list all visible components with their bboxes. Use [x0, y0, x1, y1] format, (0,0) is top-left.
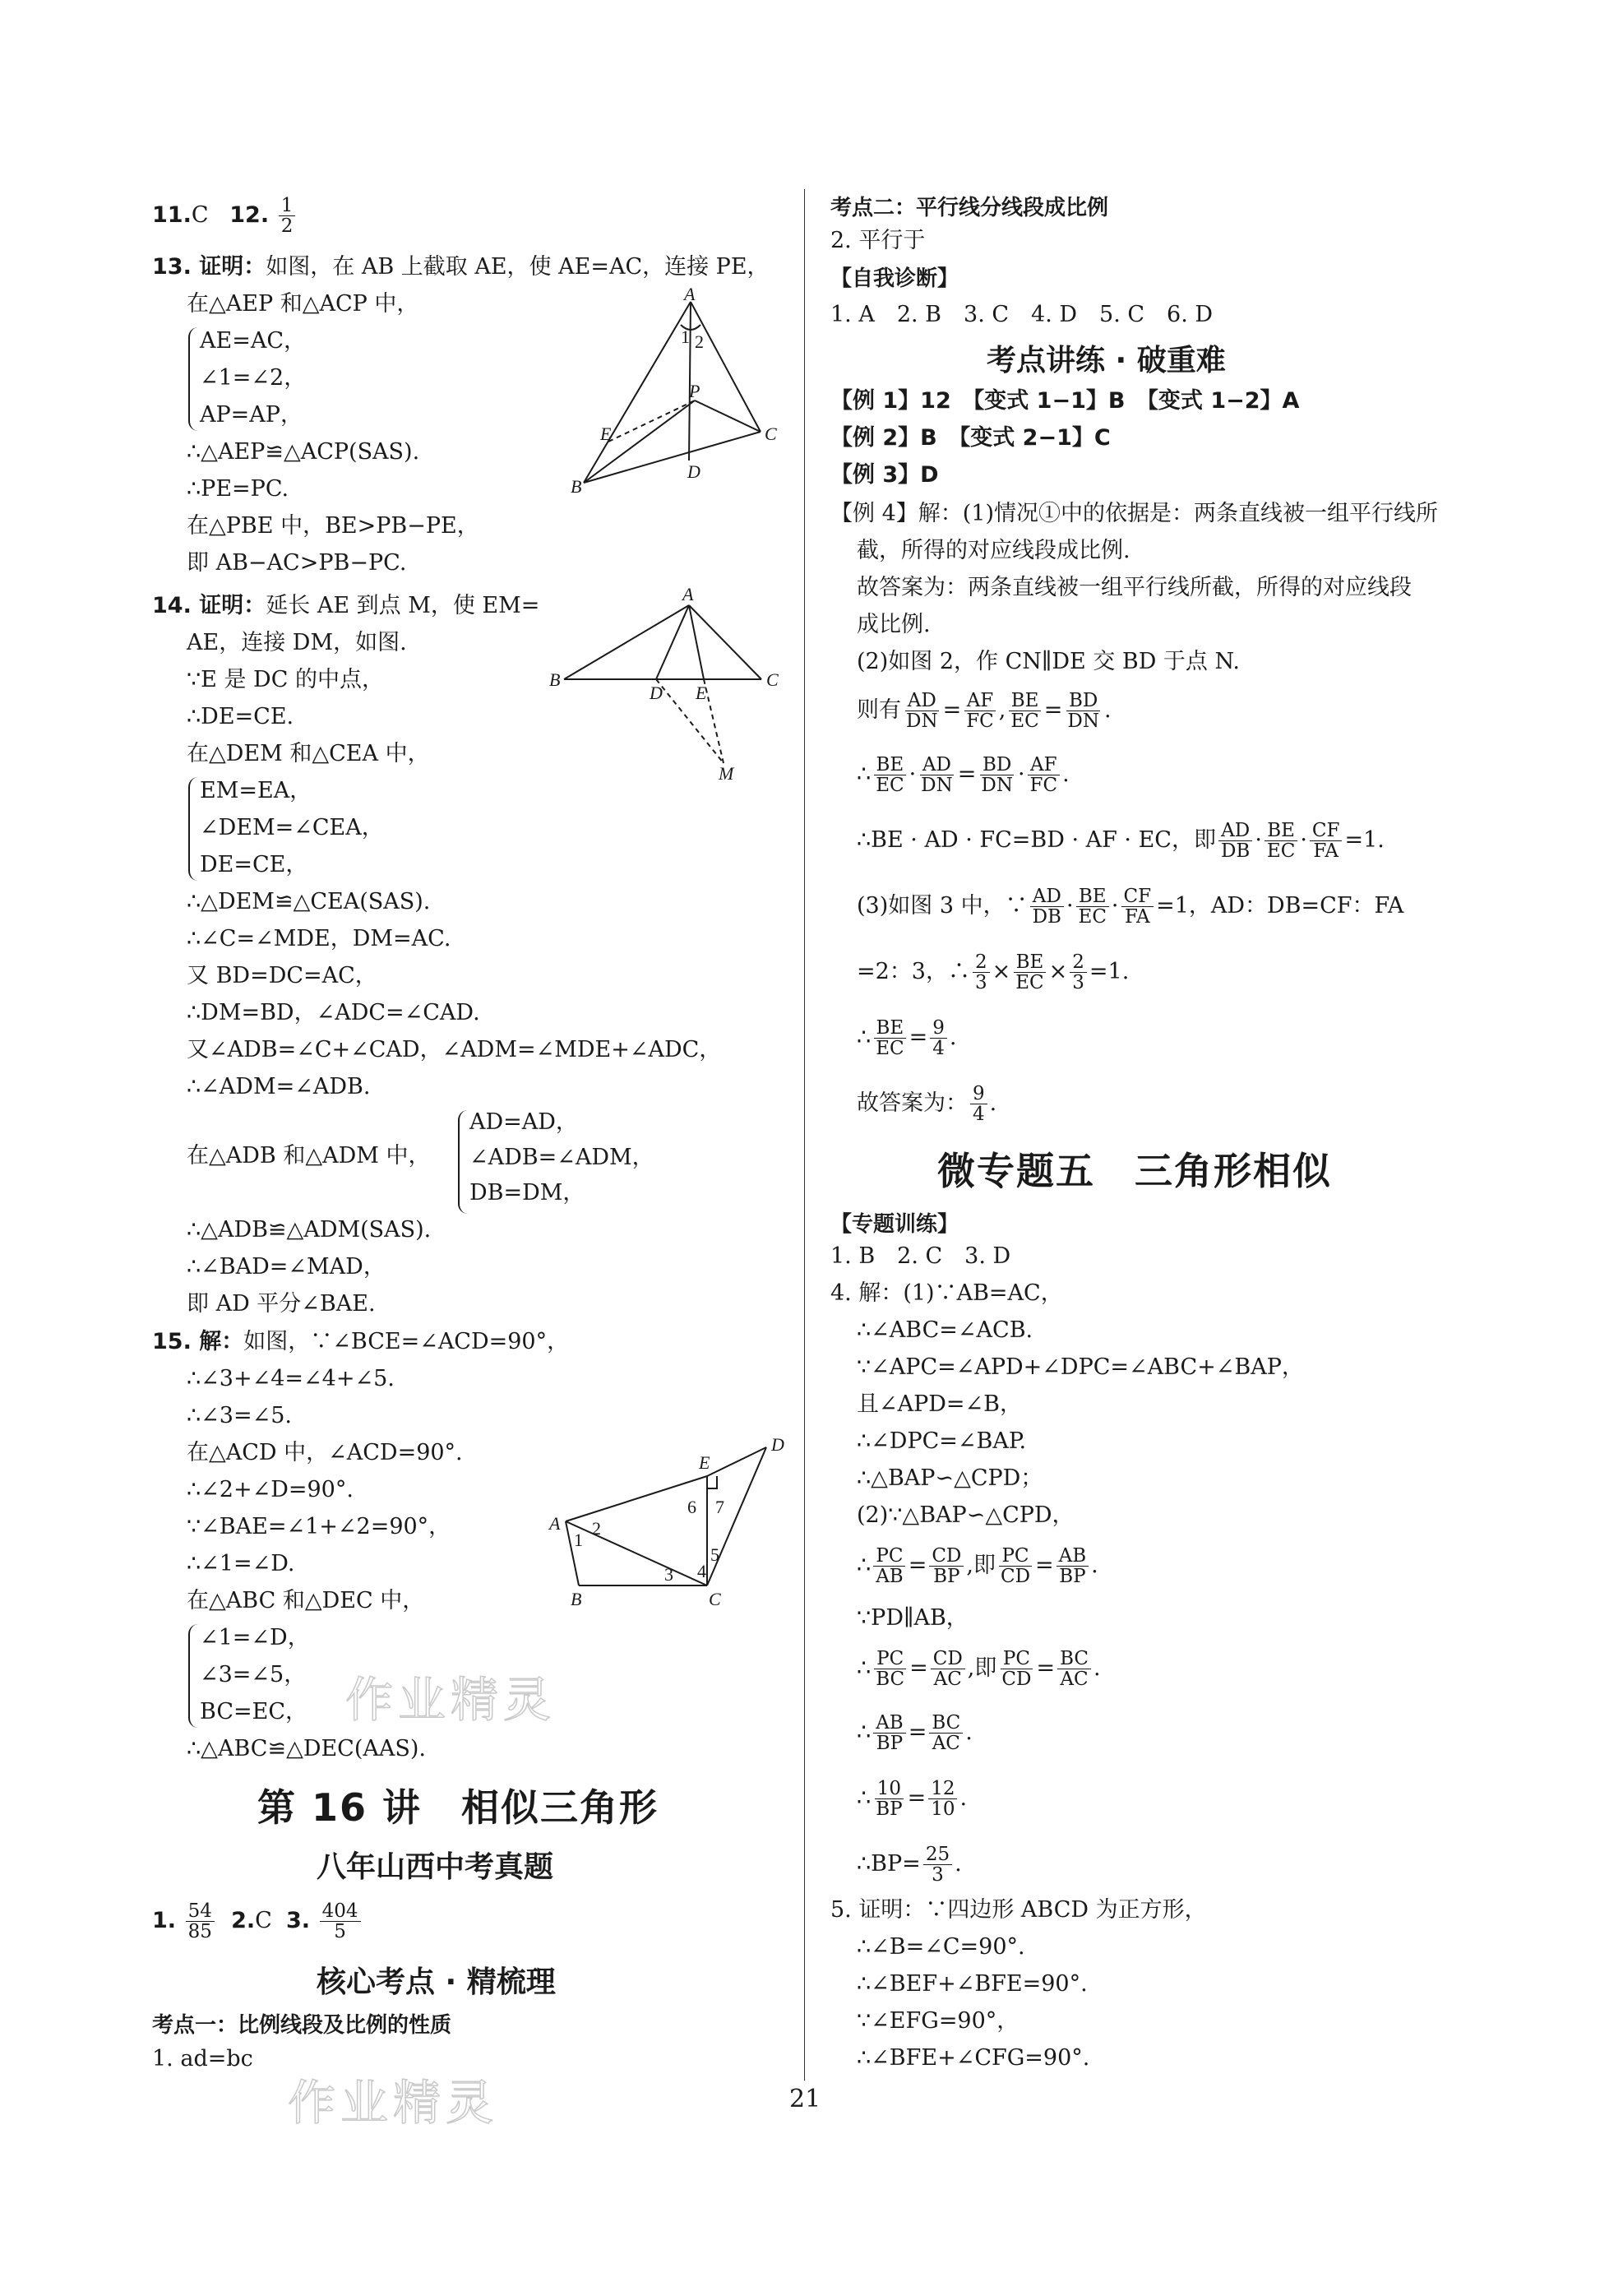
svg-text:B: B: [571, 1589, 582, 1609]
fraction: $\frac{404}{5}$: [320, 1901, 361, 1942]
q13-cond-1: AE=AC，: [200, 328, 306, 354]
q4-line-13: ∴BP= $\frac{25}{3}$ .: [857, 1844, 962, 1886]
training-heading: 【专题训练】: [830, 1212, 959, 1237]
svg-text:4: 4: [697, 1561, 706, 1581]
q13-line-3: ∴△AEP≌△ACP(SAS).: [187, 439, 420, 465]
q14-line-10: 又∠ADB=∠C+∠CAD，∠ADM=∠MDE+∠ADC，: [187, 1037, 722, 1062]
q15-line-1: 15. 解：如图，∵∠BCE=∠ACD=90°，: [152, 1329, 570, 1354]
example-4-line-4: 成比例.: [857, 612, 931, 637]
q13-line-4: ∴PE=PC.: [187, 476, 289, 502]
section-heading-practice: 考点讲练 · 破重难: [987, 344, 1226, 377]
q13-line-2: 在△AEP 和△ACP 中，: [187, 291, 419, 317]
section-heading-core: 核心考点 · 精梳理: [317, 1965, 556, 1999]
brace: [458, 1110, 468, 1214]
example-1: 【例 1】12 【变式 1−1】B 【变式 1−2】A: [830, 388, 1300, 414]
q15-cond-1: ∠1=∠D，: [200, 1625, 310, 1650]
self-diagnosis-answers: 1. A 2. B 3. C 4. D 5. C 6. D: [830, 302, 1214, 327]
q5-line-2: ∴∠B=∠C=90°.: [857, 1934, 1025, 1960]
q15-line-7: ∴∠1=∠D.: [187, 1551, 295, 1576]
svg-text:M: M: [719, 763, 734, 784]
q15-line-9: ∴△ABC≌△DEC(AAS).: [187, 1736, 426, 1761]
svg-text:3: 3: [664, 1564, 673, 1585]
column-divider: [804, 189, 805, 2081]
svg-text:2: 2: [695, 331, 704, 352]
brace: [188, 327, 198, 431]
q5-line-3: ∴∠BEF+∠BFE=90°.: [857, 1971, 1088, 1997]
q4-line-11: ∴ $\frac{AB}{BP}$ = $\frac{BC}{AC}$ .: [857, 1712, 973, 1754]
page-number: 21: [789, 2085, 821, 2113]
q5-line-5: ∴∠BFE+∠CFG=90°.: [857, 2045, 1090, 2071]
q14-line-14: ∴∠BAD=∠MAD，: [187, 1254, 386, 1280]
q14-cond-6: DB=DM，: [469, 1180, 585, 1206]
q14-line-8: 又 BD=DC=AC，: [187, 963, 377, 988]
q15-cond-3: BC=EC，: [200, 1699, 307, 1724]
answer-line-11-12: 11.C 12. $\frac{1}{2}$: [152, 196, 298, 236]
svg-text:1: 1: [681, 326, 690, 347]
q15-line-5: ∴∠2+∠D=90°.: [187, 1477, 354, 1502]
answer-line-1-3: 1. $\frac{54}{85}$ 2.C 3. $\frac{404}{5}$: [152, 1901, 363, 1942]
label-A: A: [684, 284, 696, 304]
fraction: $\frac{54}{85}$: [186, 1901, 215, 1942]
q4-line-9: ∵PD∥AB，: [857, 1605, 969, 1631]
kp2-heading: 考点二：平行线分线段成比例: [830, 196, 1109, 220]
q4-line-12: ∴ $\frac{10}{BP}$ = $\frac{12}{10}$ .: [857, 1778, 968, 1820]
q4-line-6: ∴△BAP∽△CPD；: [857, 1465, 1043, 1491]
q14-cond-4: AD=AD，: [469, 1109, 578, 1135]
kp2-answer: 2. 平行于: [830, 228, 926, 253]
q4-line-5: ∴∠DPC=∠BAP.: [857, 1428, 1027, 1454]
svg-text:1: 1: [574, 1530, 583, 1550]
example-4-line-1: 【例 4】解：(1)情况①中的依据是：两条直线被一组平行线所: [830, 501, 1439, 526]
section-heading-shanxi: 八年山西中考真题: [317, 1850, 554, 1884]
q13-line-1: 13. 证明：如图，在 AB 上截取 AE，使 AE=AC，连接 PE，: [152, 254, 770, 280]
svg-text:A: A: [682, 584, 694, 604]
svg-text:A: A: [549, 1513, 561, 1534]
q14-cond-1: EM=EA，: [200, 778, 312, 803]
example-4-line-12: 故答案为： $\frac{9}{4}$ .: [857, 1083, 997, 1125]
example-2: 【例 2】B 【变式 2−1】C: [830, 425, 1111, 451]
q4-line-4: 且∠APD=∠B，: [857, 1391, 1023, 1417]
q14-line-4: ∴DE=CE.: [187, 704, 294, 729]
figure-q14: [549, 584, 788, 784]
example-4-line-8: ∴BE · AD · FC=BD · AF · EC，即 $\frac{AD}{DB}$ · $\frac{BE}{EC}$ · $\frac{CF}{FA}$ =1.: [857, 820, 1385, 862]
svg-text:B: B: [571, 476, 582, 497]
kp1-answer: 1. ad=bc: [152, 2046, 253, 2071]
svg-text:E: E: [696, 683, 707, 703]
kp1-heading: 考点一：比例线段及比例的性质: [152, 2013, 452, 2038]
example-4-line-9: (3)如图 3 中，∵ $\frac{AD}{DB}$ · $\frac{BE}{EC}$ · $\frac{CF}{FA}$ =1，AD：DB=CF：FA: [857, 886, 1404, 928]
q4-line-7: (2)∵△BAP∽△CPD，: [857, 1502, 1075, 1528]
svg-text:P: P: [689, 381, 700, 401]
q15-line-6: ∵∠BAE=∠1+∠2=90°，: [187, 1514, 451, 1539]
example-4-line-2: 截，所得的对应线段成比例.: [857, 538, 1130, 563]
svg-text:6: 6: [687, 1497, 696, 1517]
micro-topic-title: 微专题五 三角形相似: [937, 1149, 1332, 1193]
example-4-line-3: 故答案为：两条直线被一组平行线所截，所得的对应线段: [857, 575, 1412, 600]
q14-line-1: 14. 证明：延长 AE 到点 M，使 EM=: [152, 593, 540, 618]
example-4-line-10: =2：3，∴ $\frac{2}{3}$ × $\frac{BE}{EC}$ × $\frac{2}{3}$ =1.: [857, 951, 1130, 993]
q15-cond-2: ∠3=∠5，: [200, 1662, 307, 1687]
q4-line-8: ∴ $\frac{PC}{AB}$ = $\frac{CD}{BP}$ ,即 $\frac{PC}{CD}$ = $\frac{AB}{BP}$ .: [857, 1545, 1098, 1587]
q13-line-6: 即 AB−AC>PB−PC.: [187, 550, 407, 576]
q13-line-5: 在△PBE 中，BE>PB−PE，: [187, 513, 479, 539]
svg-text:C: C: [765, 424, 777, 444]
q5-line-4: ∵∠EFG=90°，: [857, 2008, 1019, 2034]
q4-line-2: ∴∠ABC=∠ACB.: [857, 1317, 1033, 1343]
lecture-title: 第 16 讲 相似三角形: [257, 1785, 659, 1830]
self-diagnosis-heading: 【自我诊断】: [830, 266, 959, 291]
q15-line-8: 在△ABC 和△DEC 中，: [187, 1588, 425, 1613]
example-4-line-11: ∴ $\frac{BE}{EC}$ = $\frac{9}{4}$ .: [857, 1017, 957, 1059]
q4-line-3: ∵∠APC=∠APD+∠DPC=∠ABC+∠BAP，: [857, 1354, 1304, 1380]
svg-text:B: B: [549, 669, 561, 690]
q5-line-1: 5. 证明：∵四边形 ABCD 为正方形，: [830, 1897, 1207, 1923]
example-3: 【例 3】D: [830, 462, 939, 488]
q14-line-9: ∴DM=BD，∠ADC=∠CAD.: [187, 1000, 480, 1025]
fraction: $\frac{1}{2}$: [279, 196, 296, 236]
svg-text:E: E: [699, 1452, 710, 1473]
figure-q15: [543, 1434, 798, 1628]
q14-line-3: ∵E 是 DC 的中点，: [187, 667, 384, 692]
q15-line-4: 在△ACD 中，∠ACD=90°.: [187, 1440, 463, 1465]
q14-line-2: AE，连接 DM，如图.: [187, 630, 407, 655]
svg-text:D: D: [771, 1434, 784, 1455]
example-4-line-5: (2)如图 2，作 CN∥DE 交 BD 于点 N.: [857, 649, 1241, 674]
brace: [188, 777, 198, 881]
q4-line-1: 4. 解：(1)∵AB=AC，: [830, 1280, 1063, 1306]
q13-cond-2: ∠1=∠2，: [200, 365, 307, 391]
brace: [188, 1624, 198, 1728]
q14-cond-3: DE=CE，: [200, 852, 308, 877]
q15-line-2: ∴∠3+∠4=∠4+∠5.: [187, 1366, 395, 1391]
q15-line-3: ∴∠3=∠5.: [187, 1403, 292, 1428]
svg-text:C: C: [709, 1589, 721, 1609]
q14-line-11: ∴∠ADM=∠ADB.: [187, 1074, 371, 1099]
q14-line-6: ∴△DEM≌△CEA(SAS).: [187, 889, 431, 914]
q13-cond-3: AP=AP，: [200, 402, 303, 428]
svg-text:E: E: [600, 424, 612, 444]
watermark: 作业精灵: [345, 1672, 557, 1728]
q14-cond-5: ∠ADB=∠ADM，: [469, 1145, 654, 1170]
watermark: 作业精灵: [288, 2075, 499, 2131]
example-4-line-6: 则有 $\frac{AD}{DN}$ = $\frac{AF}{FC}$ , $\frac{BE}{EC}$ = $\frac{BD}{DN}$ .: [857, 690, 1112, 732]
q14-line-5: 在△DEM 和△CEA 中，: [187, 741, 430, 766]
training-answers: 1. B 2. C 3. D: [830, 1243, 1011, 1269]
svg-text:5: 5: [710, 1544, 719, 1565]
q4-line-10: ∴ $\frac{PC}{BC}$ = $\frac{CD}{AC}$ ,即 $\frac{PC}{CD}$ = $\frac{BC}{AC}$ .: [857, 1648, 1101, 1690]
svg-text:D: D: [650, 683, 663, 703]
svg-text:7: 7: [715, 1497, 724, 1517]
q14-line-15: 即 AD 平分∠BAE.: [187, 1291, 376, 1317]
svg-text:2: 2: [592, 1518, 601, 1539]
q14-line-13: ∴△ADB≌△ADM(SAS).: [187, 1217, 432, 1243]
q14-cond-2: ∠DEM=∠CEA，: [200, 815, 384, 840]
svg-text:D: D: [687, 461, 700, 482]
svg-text:C: C: [766, 669, 779, 690]
q14-line-7: ∴∠C=∠MDE，DM=AC.: [187, 926, 451, 951]
figure-q13: [567, 284, 781, 498]
example-4-line-7: ∴ $\frac{BE}{EC}$ · $\frac{AD}{DN}$ = $\frac{BD}{DN}$ · $\frac{AF}{FC}$ .: [857, 754, 1070, 796]
q14-line-12: 在△ADB 和△ADM 中，: [187, 1143, 431, 1169]
